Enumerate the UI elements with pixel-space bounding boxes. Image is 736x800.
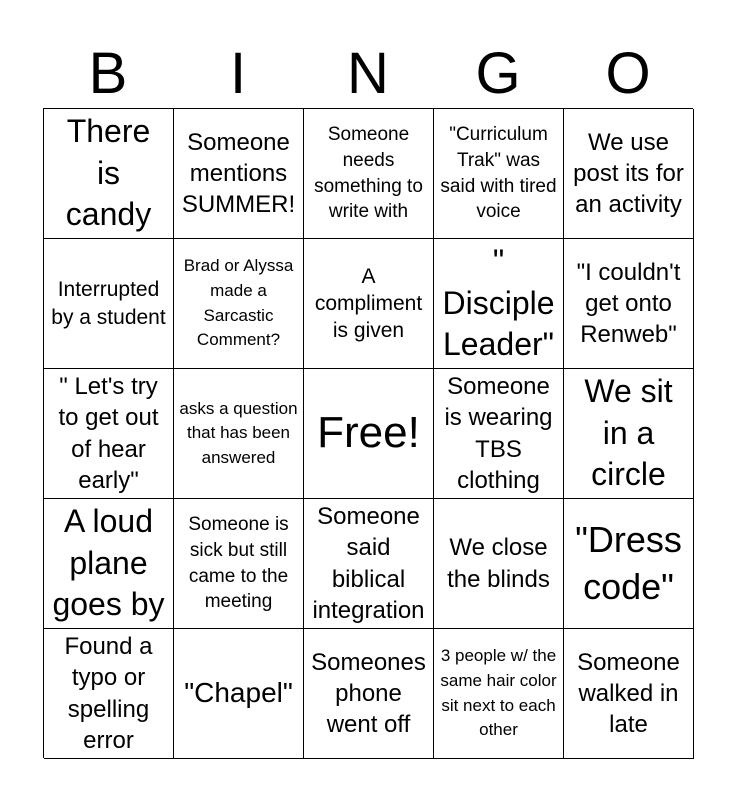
cell-text: Interrupted by a student xyxy=(51,278,166,329)
bingo-cell-r2c2[interactable] xyxy=(174,239,304,369)
cell-text: Someones phone went off xyxy=(311,648,426,739)
bingo-cell-r1c3[interactable] xyxy=(304,109,434,239)
bingo-cell-r2c4[interactable] xyxy=(434,239,564,369)
bingo-cell-r3c5[interactable] xyxy=(564,369,694,499)
bingo-cell-r5c2[interactable] xyxy=(174,629,304,759)
bingo-cell-r1c4[interactable] xyxy=(434,109,564,239)
bingo-header xyxy=(43,40,693,108)
bingo-cell-r4c1[interactable] xyxy=(44,499,174,629)
header-letter-n: N xyxy=(347,41,389,106)
bingo-cell-r1c2[interactable] xyxy=(174,109,304,239)
bingo-cell-r4c2[interactable] xyxy=(174,499,304,629)
header-letter-b: B xyxy=(88,41,128,106)
cell-text: asks a question that has been answered xyxy=(179,398,298,467)
cell-text: Someone is wearing TBS clothing xyxy=(444,373,553,494)
bingo-cell-r1c5[interactable] xyxy=(564,109,694,239)
cell-text: We use post its for an activity xyxy=(573,128,684,219)
cell-text: Someone mentions SUMMER! xyxy=(181,128,296,219)
bingo-cell-r4c3[interactable] xyxy=(304,499,434,629)
cell-text: Brad or Alyssa made a Sarcastic Comment? xyxy=(183,256,294,350)
cell-text: We sit in a circle xyxy=(584,373,673,493)
bingo-cell-r2c3[interactable] xyxy=(304,239,434,369)
cell-text: "I couldn't get onto Renweb" xyxy=(576,258,681,349)
cell-text: " Disciple Leader" xyxy=(442,243,555,363)
header-letter-i: I xyxy=(229,41,247,106)
bingo-cell-r3c2[interactable] xyxy=(174,369,304,499)
bingo-cell-r3c1[interactable] xyxy=(44,369,174,499)
cell-text: Someone walked in late xyxy=(577,648,680,739)
bingo-cell-r5c3[interactable] xyxy=(304,629,434,759)
bingo-cell-r3c3[interactable] xyxy=(304,369,434,499)
cell-text: We close the blinds xyxy=(447,534,550,593)
cell-text: Found a typo or spelling error xyxy=(64,633,153,754)
header-letter-o: O xyxy=(605,41,651,106)
bingo-cell-r4c4[interactable] xyxy=(434,499,564,629)
bingo-cell-r3c4[interactable] xyxy=(434,369,564,499)
cell-text: Someone is sick but still came to the meeting xyxy=(188,514,289,613)
bingo-cell-r2c5[interactable] xyxy=(564,239,694,369)
cell-text: "Dress code" xyxy=(575,518,682,607)
cell-text: Someone said biblical integration xyxy=(312,503,425,624)
cell-text: 3 people w/ the same hair color sit next to each other xyxy=(440,646,557,740)
cell-text: A loud plane goes by xyxy=(52,503,165,623)
cell-text: Someone needs something to write with xyxy=(314,124,423,223)
bingo-cell-r5c5[interactable] xyxy=(564,629,694,759)
cell-text: Free! xyxy=(317,408,420,458)
bingo-cell-r5c4[interactable] xyxy=(434,629,564,759)
cell-text: A compliment is given xyxy=(314,264,423,343)
cell-text: " Let's try to get out of hear early" xyxy=(58,373,159,494)
header-letter-g: G xyxy=(475,41,521,106)
bingo-grid xyxy=(43,108,693,758)
bingo-cell-r4c5[interactable] xyxy=(564,499,694,629)
bingo-cell-r2c1[interactable] xyxy=(44,239,174,369)
bingo-cell-r1c1[interactable] xyxy=(44,109,174,239)
cell-text: "Chapel" xyxy=(184,677,293,709)
bingo-cell-r5c1[interactable] xyxy=(44,629,174,759)
cell-text: There is candy xyxy=(65,113,152,233)
cell-text: "Curriculum Trak" was said with tired voice xyxy=(440,124,557,223)
